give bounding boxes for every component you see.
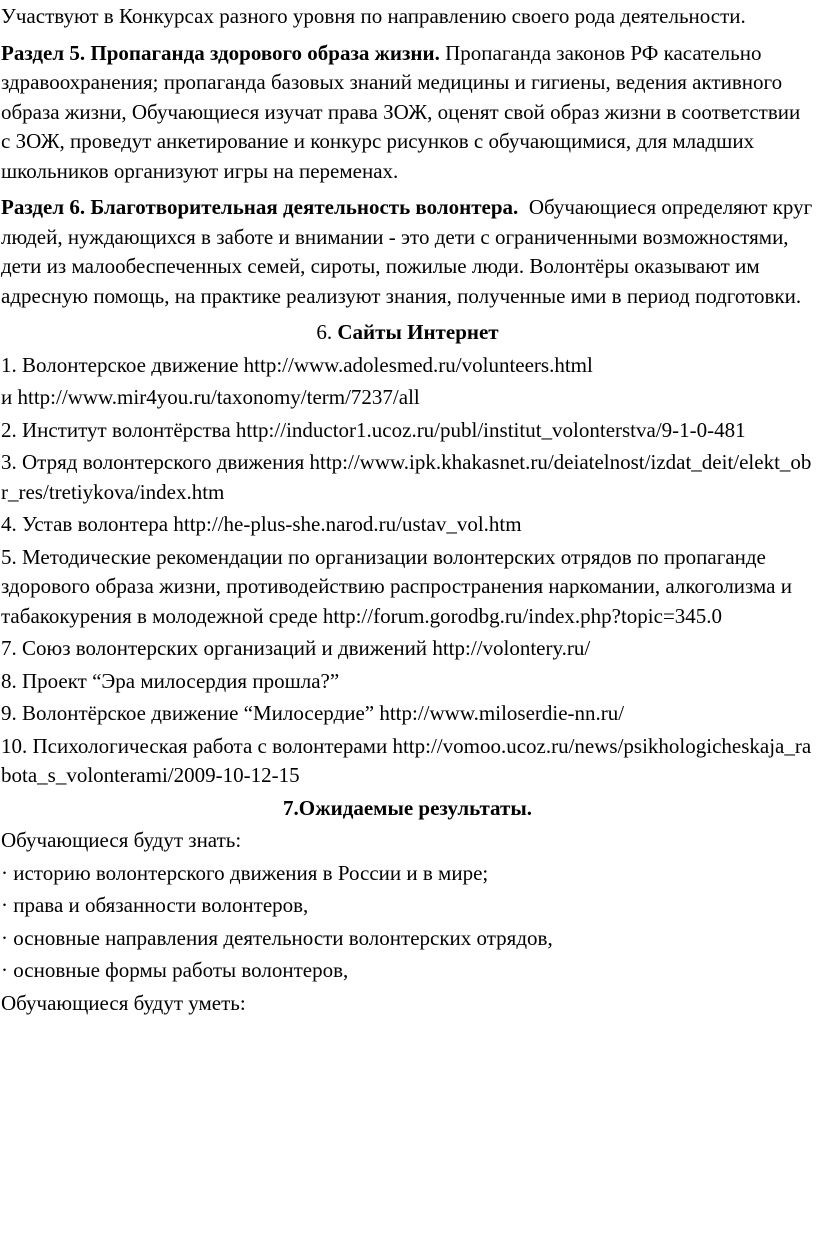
site-item-7	[1, 634, 814, 664]
section-6-title: Раздел 6. Благотворительная деятельность волонтера.	[1, 195, 519, 219]
site-item-number: 2.	[1, 417, 17, 442]
site-item-url[interactable]: http://vomoo.ucoz.ru/news/psikhologicheskaja_rabota_s_volonterami/2009-10-12-15	[1, 733, 812, 787]
site-item-text: Психологическая работа с волонтерами	[32, 733, 388, 758]
site-item-prefix: и	[1, 385, 13, 409]
know-intro: Обучающиеся будут знать:	[1, 828, 242, 852]
site-item-number: 8.	[1, 668, 17, 693]
site-item-text: Методические рекомендации по организации волонтерских отрядов по пропаганде здорового образа жизни, противодействию распространения наркомании, алкоголизма и табакокурения в молодежной среде	[1, 544, 792, 628]
site-item-number: 5.	[1, 544, 17, 569]
site-item-url[interactable]: http://www.adolesmed.ru/volunteers.html	[243, 352, 593, 377]
site-item-2	[1, 416, 814, 446]
know-item	[1, 891, 814, 921]
site-item-5	[1, 543, 814, 632]
site-item-10	[1, 732, 814, 791]
site-item-url[interactable]: http://he-plus-she.narod.ru/ustav_vol.htm	[173, 512, 522, 536]
section-5-paragraph	[1, 39, 814, 187]
know-item-text: историю волонтерского движения в России и в мире;	[13, 860, 489, 885]
site-item-url[interactable]: http://forum.gorodbg.ru/index.php?topic=345.0	[322, 603, 723, 628]
section-6-paragraph	[1, 193, 814, 311]
site-item-text: Устав волонтера	[22, 512, 169, 536]
site-item-url[interactable]: http://inductor1.ucoz.ru/publ/institut_volonterstva/9-1-0-481	[235, 417, 746, 442]
site-item-url[interactable]: http://www.ipk.khakasnet.ru/deiatelnost/izdat_deit/elekt_obr_res/tretiykova/index.htm	[1, 450, 812, 504]
site-item-number: 10.	[1, 733, 28, 758]
results-heading-title: 7.Ожидаемые результаты.	[283, 795, 532, 820]
bullet-marker: ·	[1, 893, 8, 917]
site-item-1b	[1, 383, 814, 413]
know-item-text: основные направления деятельности волонтерских отрядов,	[13, 925, 553, 950]
section-6-text: Обучающиеся определяют круг людей, нуждающихся в заботе и внимании - это дети с ограниченными возможностями, дети из малообеспеченных семей, сироты, пожилые люди. Волонтёры оказывают им адресную помощь, на практике реализуют знания, полученные ими в период подготовки.	[1, 195, 813, 308]
site-item-url[interactable]: http://volontery.ru/	[432, 636, 591, 660]
know-item-text: основные формы работы волонтеров,	[13, 958, 349, 982]
site-item-text: Проект “Эра милосердия прошла?”	[22, 668, 340, 693]
sites-heading	[1, 318, 814, 348]
site-item-number: 3.	[1, 450, 17, 474]
site-item-number: 9.	[1, 701, 17, 725]
site-item-text: Институт волонтёрства	[22, 417, 231, 442]
section-5-title: Раздел 5. Пропаганда здорового образа жизни.	[1, 40, 440, 65]
sites-heading-title: Сайты Интернет	[337, 320, 499, 344]
site-item-text: Волонтерское движение	[22, 352, 239, 377]
site-item-number: 4.	[1, 512, 17, 536]
section-5-text: Пропаганда законов РФ касательно здравоохранения; пропаганда базовых знаний медицины и гигиены, ведения активного образа жизни, Обучающиеся изучат права ЗОЖ, оценят свой образ жизни в соответствии с ЗОЖ, проведут анкетирование и конкурс рисунков с обучающимися, для младших школьников организуют игры на переменах.	[1, 40, 801, 183]
bullet-marker: ·	[1, 925, 8, 950]
site-item-url[interactable]: http://www.miloserdie-nn.ru/	[379, 701, 625, 725]
know-item	[1, 924, 814, 954]
intro-paragraph: Участвуют в Конкурсах разного уровня по направлению своего рода деятельности.	[1, 4, 746, 28]
site-item-1	[1, 351, 814, 381]
site-item-text: Волонтёрское движение “Милосердие”	[22, 701, 375, 725]
know-item	[1, 859, 814, 889]
site-item-number: 1.	[1, 352, 17, 377]
sites-heading-number: 6.	[316, 320, 333, 344]
site-item-number: 7.	[1, 636, 17, 660]
site-item-9	[1, 699, 814, 729]
site-item-text: Отряд волонтерского движения	[22, 450, 305, 474]
site-item-url[interactable]: http://www.mir4you.ru/taxonomy/term/7237/all	[17, 385, 420, 409]
bullet-marker: ·	[1, 958, 8, 982]
know-item-text: права и обязанности волонтеров,	[13, 893, 309, 917]
site-item-8	[1, 667, 814, 697]
site-item-4	[1, 510, 814, 540]
results-heading	[1, 794, 814, 824]
site-item-text: Союз волонтерских организаций и движений	[22, 636, 428, 660]
bullet-marker: ·	[1, 860, 8, 885]
can-intro: Обучающиеся будут уметь:	[1, 990, 246, 1015]
know-item	[1, 956, 814, 986]
site-item-3	[1, 448, 814, 507]
